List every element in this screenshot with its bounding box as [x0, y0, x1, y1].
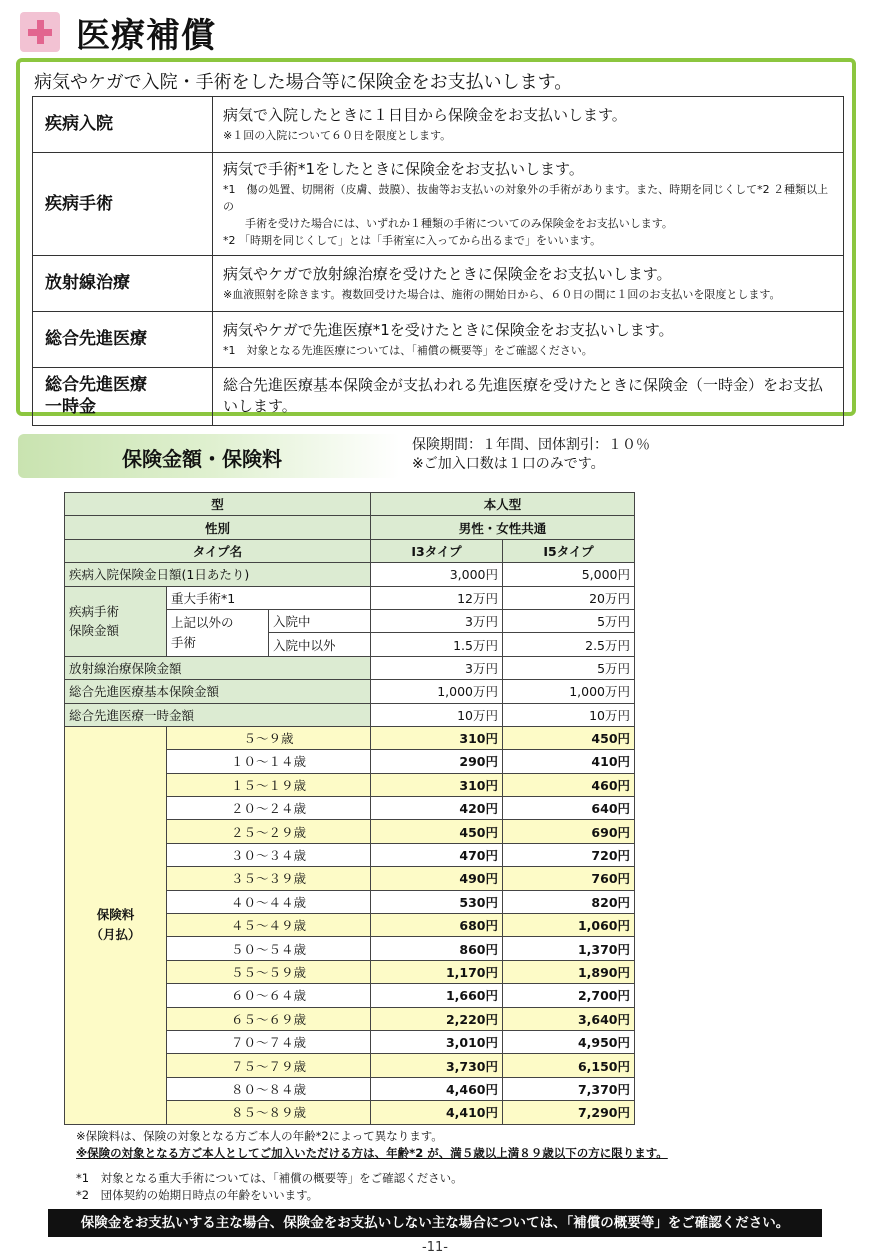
hospital-icon	[20, 12, 60, 52]
premium-table	[64, 492, 635, 1125]
row-label-line: 疾病手術	[69, 603, 120, 619]
coverage-row	[33, 97, 844, 153]
table-row	[65, 703, 635, 726]
premium-value: 1,370円	[503, 937, 635, 960]
coverage-row	[33, 255, 844, 311]
age-band: ４５～４９歳	[167, 914, 371, 937]
coverage-note: ※血液照射を除きます。複数回受けた場合は、施術の開始日から、６０日の間に１回のお支払いを限度とします。	[223, 287, 781, 301]
age-band: ５～９歳	[167, 726, 371, 749]
premium-value: 290円	[371, 750, 503, 773]
row-label: 総合先進医療一時金額	[65, 703, 371, 726]
row-label: 放射線治療保険金額	[65, 656, 371, 679]
section-header	[18, 434, 400, 478]
row-label-line: 手術	[171, 634, 197, 650]
row-label: 入院中	[269, 609, 371, 632]
cell-value: 5,000円	[503, 563, 635, 586]
period-text: 保険期間：１年間、団体割引：１０％	[412, 437, 650, 453]
coverage-desc: 病気で入院したときに１日目から保険金をお支払いします。	[223, 106, 627, 125]
note-line: ※保険料は、保険の対象となる方ご本人の年齢*2によって異なります。	[76, 1129, 443, 1143]
units-text: ※ご加入口数は１口のみです。	[412, 455, 605, 472]
coverage-desc: 病気やケガで放射線治療を受けたときに保険金をお支払いします。	[223, 265, 672, 284]
page-title: 医療補償	[76, 16, 216, 56]
premium-value: 310円	[371, 726, 503, 749]
row-label-line: 保険金額	[69, 623, 120, 639]
footnote: *2 団体契約の始期日時点の年齢をいいます。	[76, 1187, 319, 1202]
age-band: ４０～４４歳	[167, 890, 371, 913]
premium-value: 310円	[371, 773, 503, 796]
premium-value: 1,890円	[503, 960, 635, 983]
footnotes	[76, 1170, 463, 1203]
coverage-name: 総合先進医療	[45, 375, 147, 396]
coverage-desc: 病気やケガで先進医療*1を受けたときに保険金をお支払いします。	[223, 321, 674, 340]
table-row	[65, 586, 635, 609]
age-band: ５０～５４歳	[167, 937, 371, 960]
age-band: １０～１４歳	[167, 750, 371, 773]
cell-value: 10万円	[503, 703, 635, 726]
premium-value: 420円	[371, 797, 503, 820]
premium-value: 1,170円	[371, 960, 503, 983]
premium-value: 640円	[503, 797, 635, 820]
premium-value: 2,220円	[371, 1007, 503, 1030]
coverage-note: *2 「時期を同じくして」とは「手術室に入ってから出るまで」をいいます。	[223, 233, 602, 247]
coverage-row	[33, 311, 844, 367]
footnote: *1 対象となる重大手術については、「補償の概要等」をご確認ください。	[76, 1171, 463, 1185]
row-label	[167, 609, 269, 656]
table-header: 型	[65, 493, 371, 516]
table-row	[65, 656, 635, 679]
premium-value: 490円	[371, 867, 503, 890]
row-label-line: 上記以外の	[171, 615, 234, 631]
table-header: 性別	[65, 516, 371, 539]
premium-value: 3,010円	[371, 1030, 503, 1053]
premium-value: 470円	[371, 843, 503, 866]
premium-value: 7,370円	[503, 1077, 635, 1100]
cell-value: 1,000万円	[503, 680, 635, 703]
table-header: 本人型	[371, 493, 635, 516]
cell-value: 3万円	[371, 656, 503, 679]
premium-value: 4,950円	[503, 1030, 635, 1053]
premium-value: 1,060円	[503, 914, 635, 937]
premium-value: 450円	[371, 820, 503, 843]
row-label: 疾病入院保険金日額(1日あたり)	[65, 563, 371, 586]
age-band: ２５～２９歳	[167, 820, 371, 843]
row-label: 総合先進医療基本保険金額	[65, 680, 371, 703]
table-row	[65, 539, 635, 562]
premium-value: 4,460円	[371, 1077, 503, 1100]
age-band: ３５～３９歳	[167, 867, 371, 890]
premium-value: 3,730円	[371, 1054, 503, 1077]
coverage-name: 疾病入院	[33, 97, 213, 153]
table-row	[65, 680, 635, 703]
premium-value: 4,410円	[371, 1101, 503, 1124]
age-band: ６５～６９歳	[167, 1007, 371, 1030]
premium-value: 820円	[503, 890, 635, 913]
premium-value: 450円	[503, 726, 635, 749]
premium-value: 760円	[503, 867, 635, 890]
coverage-name: 一時金	[45, 397, 96, 418]
age-band: ７５～７９歳	[167, 1054, 371, 1077]
cell-value: 3万円	[371, 609, 503, 632]
page-number: -11-	[422, 1240, 448, 1255]
age-band: １５～１９歳	[167, 773, 371, 796]
coverage-box	[16, 58, 856, 416]
premium-value: 7,290円	[503, 1101, 635, 1124]
age-band: ２０～２４歳	[167, 797, 371, 820]
coverage-name: 放射線治療	[33, 255, 213, 311]
age-band: ５５～５９歳	[167, 960, 371, 983]
coverage-note: *1 傷の処置、切開術（皮膚、鼓膜）、抜歯等お支払いの対象外の手術があります。また、時期を同じくして*2 ２種類以上の	[223, 182, 829, 213]
coverage-intro: 病気やケガで入院・手術をした場合等に保険金をお支払いします。	[34, 72, 573, 93]
premium-value: 860円	[371, 937, 503, 960]
note-line-emphasis: ※保険の対象となる方ご本人としてご加入いただける方は、年齢*2 が、満５歳以上満８９歳以下の方に限ります。	[76, 1145, 668, 1160]
premium-value: 410円	[503, 750, 635, 773]
cell-value: 1,000万円	[371, 680, 503, 703]
cell-value: 1.5万円	[371, 633, 503, 656]
age-band: ６０～６４歳	[167, 984, 371, 1007]
premium-label	[65, 726, 167, 1124]
premium-value: 690円	[503, 820, 635, 843]
coverage-row	[33, 153, 844, 256]
coverage-table	[32, 96, 844, 426]
premium-value: 680円	[371, 914, 503, 937]
row-label	[65, 586, 167, 656]
cell-value: 12万円	[371, 586, 503, 609]
coverage-note: *1 対象となる先進医療については、「補償の概要等」をご確認ください。	[223, 343, 593, 357]
premium-label-line: 保険料	[96, 907, 135, 923]
row-label: 重大手術*1	[167, 586, 371, 609]
premium-value: 460円	[503, 773, 635, 796]
coverage-note: 手術を受けた場合には、いずれか１種類の手術についてのみ保険金をお支払いします。	[245, 216, 673, 230]
cell-value: 2.5万円	[503, 633, 635, 656]
premium-value: 6,150円	[503, 1054, 635, 1077]
premium-value: 2,700円	[503, 984, 635, 1007]
table-header: 男性・女性共通	[371, 516, 635, 539]
premium-value: 3,640円	[503, 1007, 635, 1030]
cell-value: 20万円	[503, 586, 635, 609]
premium-value: 1,660円	[371, 984, 503, 1007]
row-label: 入院中以外	[269, 633, 371, 656]
table-row	[65, 563, 635, 586]
table-row	[65, 516, 635, 539]
cell-value: 5万円	[503, 656, 635, 679]
info-banner: 保険金をお支払いする主な場合、保険金をお支払いしない主な場合については、「補償の概要等」をご確認ください。	[48, 1209, 822, 1237]
cell-value: 3,000円	[371, 563, 503, 586]
age-band: ３０～３４歳	[167, 843, 371, 866]
age-band: ８０～８４歳	[167, 1077, 371, 1100]
section-title: 保険金額・保険料	[122, 447, 282, 471]
age-band: ８５～８９歳	[167, 1101, 371, 1124]
premium-notes	[76, 1128, 668, 1161]
coverage-name: 疾病手術	[33, 153, 213, 256]
table-header: タイプ名	[65, 539, 371, 562]
cell-value: 5万円	[503, 609, 635, 632]
coverage-desc: 病気で手術*1をしたときに保険金をお支払いします。	[223, 160, 584, 178]
coverage-row	[33, 367, 844, 425]
column-header: I5タイプ	[503, 539, 635, 562]
premium-value: 530円	[371, 890, 503, 913]
age-band: ７０～７４歳	[167, 1030, 371, 1053]
cell-value: 10万円	[371, 703, 503, 726]
premium-row	[65, 726, 635, 749]
coverage-name: 総合先進医療	[33, 311, 213, 367]
premium-value: 720円	[503, 843, 635, 866]
coverage-desc: 総合先進医療基本保険金が支払われる先進医療を受けたときに保険金（一時金）をお支払	[223, 375, 824, 394]
column-header: I3タイプ	[371, 539, 503, 562]
coverage-note: ※１回の入院について６０日を限度とします。	[223, 128, 452, 142]
premium-label-line: （月払）	[90, 927, 141, 943]
coverage-desc: いします。	[223, 397, 297, 416]
policy-period	[412, 436, 650, 474]
table-row	[65, 493, 635, 516]
